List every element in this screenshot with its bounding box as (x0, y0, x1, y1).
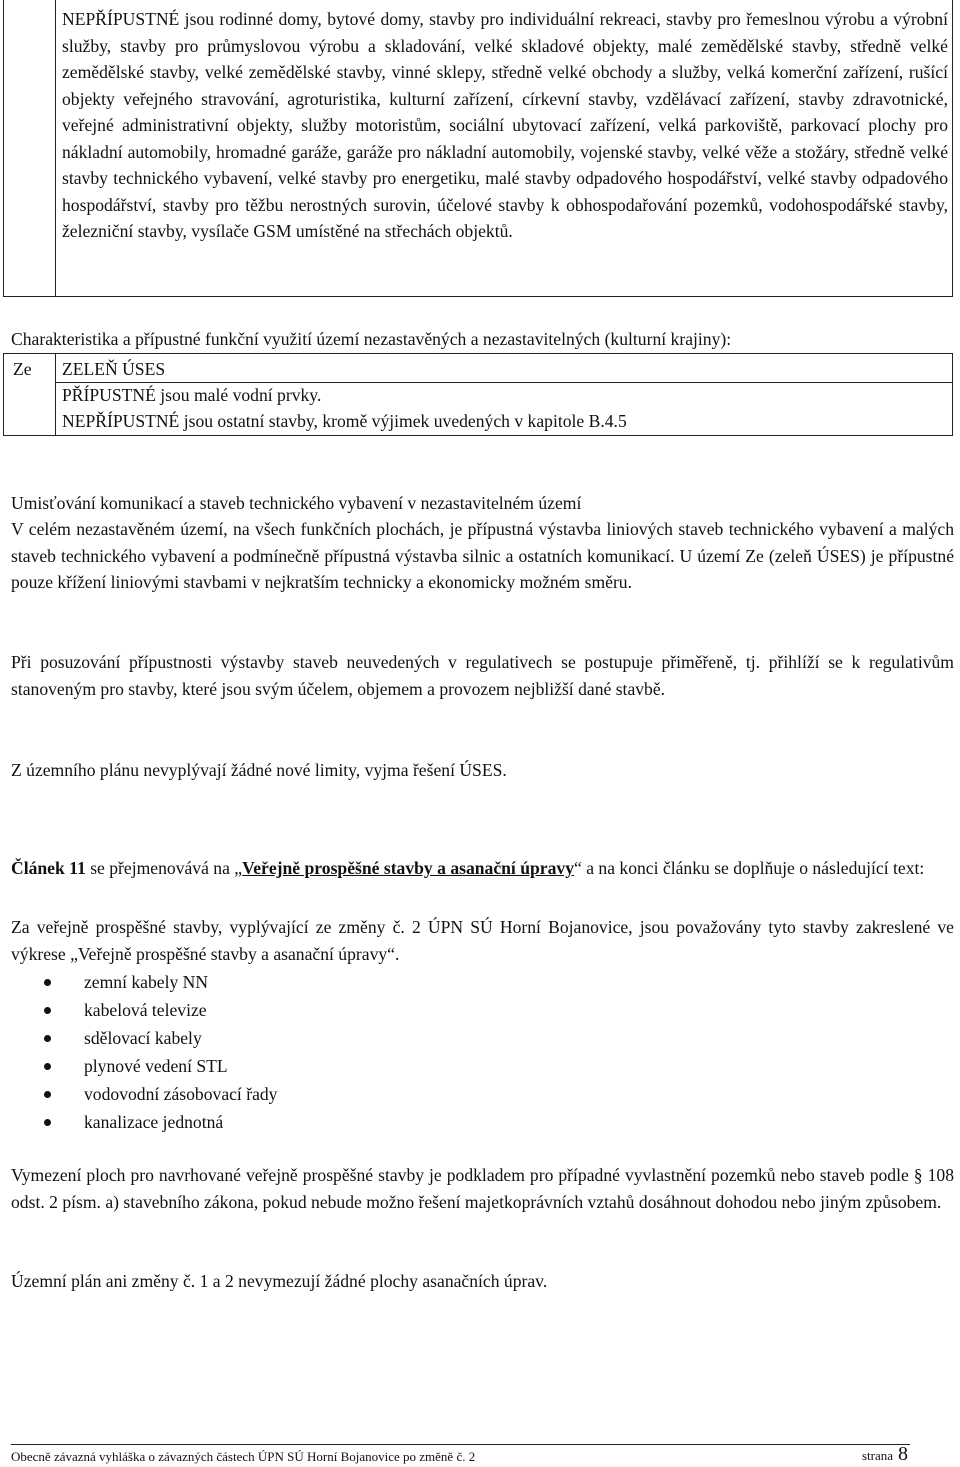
bullet-icon (44, 1035, 51, 1042)
article-middle-text: se přejmenovává na „ (85, 858, 243, 878)
list-item-text: plynové vedení STL (84, 1056, 228, 1076)
list-item-text: zemní kabely NN (84, 972, 209, 992)
list-item (11, 1080, 277, 1108)
zone-row-permitted: PŘÍPUSTNÉ jsou malé vodní prvky. (62, 385, 322, 405)
sanation-paragraph: Územní plán ani změny č. 1 a 2 nevymezují žádné plochy asanačních úprav. (11, 1271, 548, 1291)
bullet-icon (44, 1119, 51, 1126)
placement-heading: Umisťování komunikací a staveb technického vybavení v nezastavitelném území (11, 493, 582, 513)
list-item (11, 1052, 277, 1080)
zone-code: Ze (13, 359, 32, 379)
list-item (11, 968, 277, 996)
footer-title: Obecně závazná vyhláška o závazných částech ÚPN SÚ Horní Bojanovice po změně č. 2 (11, 1449, 476, 1464)
list-item-text: vodovodní zásobovací řady (84, 1084, 278, 1104)
expropriation-paragraph: Vymezení ploch pro navrhované veřejně prospěšné stavby je podkladem pro případné vyvlastnění pozemků nebo staveb podle § 108 odst. 2 písm. a) stavebního zákona, pokud nebude možno řešení majetkoprávních vztahů dosáhnout dohodou nebo jiným způsobem. (11, 1165, 954, 1212)
footer-rule (11, 1444, 910, 1445)
prohibited-uses-table (3, 0, 953, 297)
list-item-text: sdělovací kabely (84, 1028, 202, 1048)
page-number (862, 1443, 908, 1466)
bullet-icon (44, 979, 51, 986)
article-title: Veřejně prospěšné stavby a asanační úpravy (242, 858, 574, 878)
bullet-icon (44, 1091, 51, 1098)
zone-row-prohibited: NEPŘÍPUSTNÉ jsou ostatní stavby, kromě výjimek uvedených v kapitole B.4.5 (62, 411, 627, 431)
zone-rows (62, 356, 627, 434)
list-item (11, 996, 277, 1024)
section-heading: Charakteristika a přípustné funkční využití území nezastavěných a nezastavitelných (kulturní krajiny): (11, 329, 732, 349)
prohibited-uses-text: NEPŘÍPUSTNÉ jsou rodinné domy, bytové domy, stavby pro individuální rekreaci, stavby pro řemeslnou výrobu a výrobní služby, stavby pro průmyslovou výrobu a skladování, velké skladové objekty, malé zemědělské stavby, středně velké zemědělské stavby, velké zemědělské stavby, vinné sklepy, středně velké obchody a služby, velká komerční zařízení, rušící objekty veřejného stravování, agroturistika, kulturní zařízení, církevní stavby, vzdělávací zařízení, stavby zdravotnické, veřejné administrativní objekty, služby motoristům, sociální ubytovací zařízení, velká parkoviště, parkovací plochy pro nákladní automobily, hromadné garáže, garáže pro nákladní automobily, vojenské stavby, velké věže a stožáry, středně velké stavby technického vybavení, velké stavby pro energetiku, malé stavby odpadového hospodářství, velké stavby odpadového hospodářství, stavby pro těžbu nerostných surovin, účelové stavby k obhospodařování pozemků, vodohospodářské stavby, železniční stavby, vysílače GSM umístěné na střechách objektů. (62, 9, 948, 241)
list-item (11, 1024, 277, 1052)
assessment-paragraph: Při posuzování přípustnosti výstavby staveb neuvedených v regulativech se postupuje přiměřeně, tj. přihlíží se k regulativům stanoveným pro stavby, které jsou svým účelem, objemem a provozem nejbližší dané stavbě. (11, 652, 954, 699)
list-item-text: kanalizace jednotná (84, 1112, 224, 1132)
list-item-text: kabelová televize (84, 1000, 207, 1020)
bullet-icon (44, 1063, 51, 1070)
page-label: strana (862, 1448, 894, 1463)
zone-table (3, 353, 953, 436)
table-column-divider (55, 0, 56, 296)
limits-paragraph: Z územního plánu nevyplývají žádné nové limity, vyjma řešení ÚSES. (11, 760, 507, 780)
article-label: Článek 11 (11, 858, 86, 878)
article-tail-text: “ a na konci článku se doplňuje o následující text: (574, 858, 925, 878)
vps-bullet-list (11, 968, 277, 1136)
bullet-icon (44, 1007, 51, 1014)
zone-row-title: ZELEŇ ÚSES (62, 359, 166, 379)
vps-intro-paragraph: Za veřejně prospěšné stavby, vyplývající ze změny č. 2 ÚPN SÚ Horní Bojanovice, jsou považovány tyto stavby zakreslené ve výkrese „Veřejně prospěšné stavby a asanační úpravy“. (11, 917, 954, 964)
page-number-value: 8 (898, 1443, 909, 1465)
article-paragraph (11, 855, 954, 882)
placement-paragraph: V celém nezastavěném území, na všech funkčních plochách, je přípustná výstavba liniových staveb technického vybavení a malých staveb technického vybavení a podmínečně přípustná výstavba silnic a ostatních komunikací. U území Ze (zeleň ÚSES) je přípustné pouze křížení liniovými stavbami v nejkratším technicky a ekonomicky možném směru. (11, 519, 954, 592)
table-column-divider (55, 354, 56, 435)
list-item (11, 1108, 277, 1136)
